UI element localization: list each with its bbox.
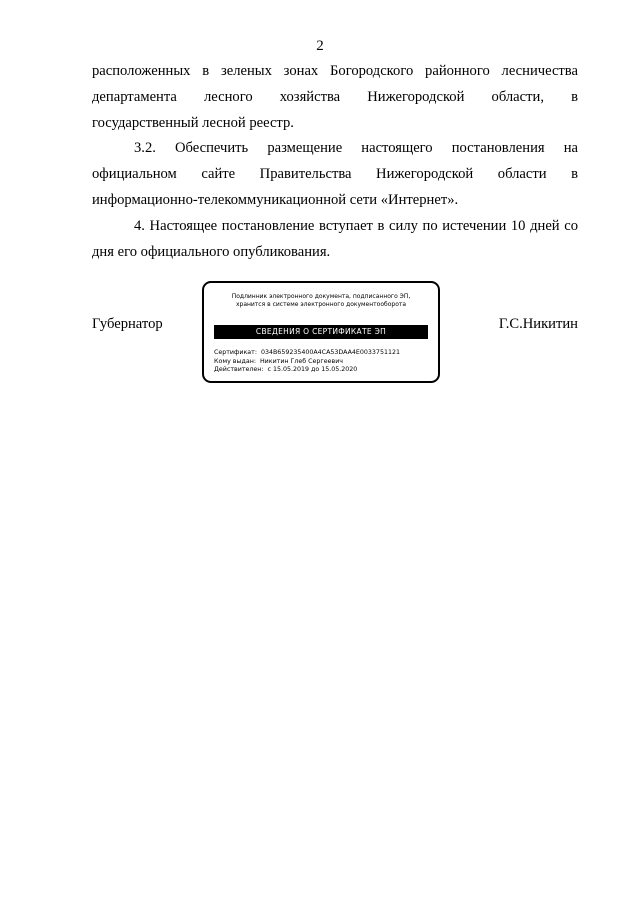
validity-value: с 15.05.2019 до 15.05.2020	[267, 366, 358, 373]
paragraph-land-transfer	[92, 58, 578, 136]
stamp-header-line: Подлинник электронного документа, подписанного ЭП,	[231, 293, 411, 300]
paragraph-line: 4. Настоящее постановление вступает в силу по истечении 10 дней со	[134, 218, 578, 234]
paragraph-line: департамента лесного хозяйства Нижегородской области, в	[92, 89, 578, 105]
paragraph-publication	[92, 135, 578, 213]
paragraph-line: расположенных в зеленых зонах Богородского районного лесничества	[92, 63, 578, 79]
paragraph-line: информационно-телекоммуникационной сети «Интернет».	[92, 192, 459, 208]
issued-to-value: Никитин Глеб Сергеевич	[259, 357, 344, 365]
certificate-label: Сертификат:	[214, 349, 257, 356]
electronic-signature-stamp	[202, 281, 440, 383]
stamp-header	[204, 293, 438, 309]
validity-label: Действителен:	[214, 366, 264, 373]
paragraph-effective-date	[92, 213, 578, 265]
page-number: 2	[316, 38, 324, 54]
stamp-certificate-bar: СВЕДЕНИЯ О СЕРТИФИКАТЕ ЭП	[214, 325, 428, 339]
certificate-row	[214, 349, 400, 358]
signatory-title: Губернатор	[92, 316, 163, 332]
stamp-certificate-info	[214, 349, 400, 375]
paragraph-line: дня его официального опубликования.	[92, 244, 331, 260]
certificate-value: 034B659235400A4CA53DAA4E0033751121	[260, 349, 400, 356]
stamp-header-line: хранится в системе электронного документооборота	[235, 301, 407, 308]
signatory-name: Г.С.Никитин	[498, 316, 578, 332]
issued-to-row	[214, 358, 400, 367]
paragraph-line: государственный лесной реестр.	[92, 115, 294, 131]
issued-to-label: Кому выдан:	[214, 357, 256, 365]
validity-row	[214, 366, 400, 375]
paragraph-line: 3.2. Обеспечить размещение настоящего постановления на	[134, 140, 578, 156]
paragraph-line: официальном сайте Правительства Нижегородской области в	[92, 166, 578, 182]
